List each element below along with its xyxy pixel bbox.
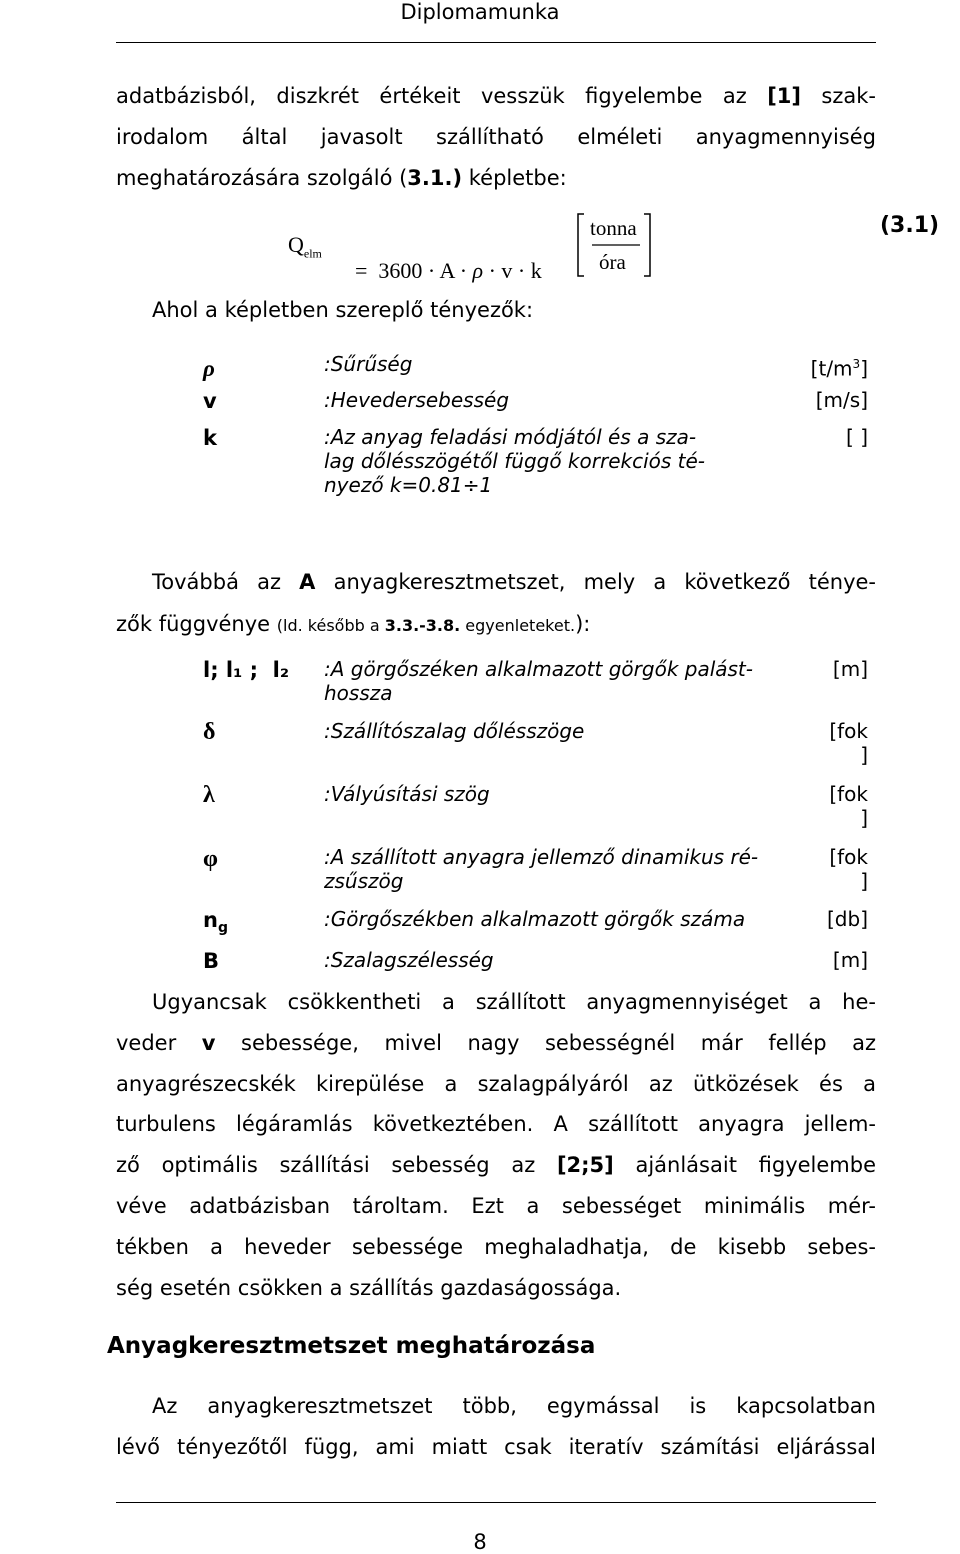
symbol-phi: φ [203,846,218,872]
unit-numerator: tonna [590,216,637,240]
intro-paragraph [116,76,876,199]
further-line-1: Továbbá az A anyagkeresztmetszet, mely a következő ténye- [152,570,876,594]
formula-lhs: $Q_{elm}$ [288,232,322,261]
symbol-rho: ρ [203,356,215,381]
unit-belt-speed: [m/s] [815,388,868,412]
section-paragraph [116,1386,876,1468]
body-line-7: tékben a heveder sebessége meghaladhatja, de kisebb sebes- [116,1234,876,1259]
further-paragraph [116,561,876,647]
reference-2-5: [2;5] [556,1153,614,1178]
unit-density: $[t/m^3]$ [810,356,868,381]
desc-troughing-angle: :Vályúsítási szög [324,782,490,806]
desc-belt-width: :Szalagszélesség [324,948,494,972]
further-line-2: zők függvénye (ld. később a 3.3.-3.8. egyenleteket.): [116,612,591,636]
header-divider [116,42,876,43]
page-header-title: Diplomamunka [400,0,560,24]
intro-line-1: adatbázisból, diszkrét értékeit vesszük figyelembe az [1] szak- [116,84,877,108]
desc-belt-speed: :Hevedersebesség [324,388,510,412]
desc-roller-length: :A görgőszéken alkalmazott görgők palást- hossza [324,657,753,705]
factors-intro: Ahol a képletben szereplő tényezők: [152,298,534,322]
body-line-3: anyagrészecskék kirepülése a szalagpályáról az ütközések és a [116,1071,876,1096]
section-line-1: Az anyagkeresztmetszet több, egymással is kapcsolatban [152,1394,876,1418]
desc-roller-count: :Görgőszékben alkalmazott görgők száma [324,907,746,931]
unit-belt-width: [m] [832,948,868,972]
body-line-8: ség esetén csökken a szállítás gazdaságossága. [116,1275,622,1300]
equation-reference: 3.1.) [407,166,463,190]
body-line-6: véve adatbázisban tároltam. Ezt a sebességet minimális mér- [116,1193,876,1218]
section-heading: Anyagkeresztmetszet meghatározása [107,1333,596,1359]
desc-correction-factor: :Az anyag feladási módjától és a sza- lag dőlésszögétől függő korrekciós té- nyező k=0.81÷1 [324,425,706,497]
desc-inclination-angle: :Szállítószalag dőlésszöge [324,719,585,743]
unit-troughing-angle: [fok ] [829,782,868,830]
unit-roller-count: [db] [827,907,868,931]
footer-divider [116,1502,876,1503]
page-number: 8 [473,1530,487,1554]
desc-dynamic-slope-angle: :A szállított anyagra jellemző dinamikus ré- zsűszög [324,845,759,893]
section-line-2: lévő tényezőtől függ, ami miatt csak iteratív számítási eljárással [116,1435,876,1459]
reference-1: [1] [767,84,802,108]
formula-rhs: = 3600 · A · ρ · v · k [355,258,542,283]
unit-correction-factor: [ ] [846,425,868,449]
body-paragraph [116,982,876,1308]
symbol-lambda: λ [203,782,215,808]
symbol-B: B [203,949,220,973]
unit-inclination-angle: [fok ] [829,719,868,767]
symbol-k: k [203,426,217,450]
body-line-1: Ugyancsak csökkentheti a szállított anyagmennyiséget a he- [152,990,876,1014]
symbol-roller-lengths: l; l₁ ; l₂ [203,658,290,682]
body-line-2: veder v sebessége, mivel nagy sebességnél már fellép az [116,1030,876,1055]
symbol-v: v [203,389,217,413]
symbol-delta: δ [203,719,216,745]
unit-roller-length: [m] [832,657,868,681]
unit-dynamic-slope-angle: [fok ] [829,845,868,893]
body-line-4: turbulens légáramlás következtében. A szállított anyagra jellem- [116,1112,876,1137]
symbol-ng: $n_g$ [203,908,228,937]
intro-line-2: irodalom által javasolt szállítható elméleti anyagmennyiség [116,125,876,149]
equation-number: (3.1) [880,213,940,238]
desc-density: :Sűrűség [324,352,413,376]
intro-line-3: meghatározására szolgáló (3.1.) képletbe: [116,166,567,190]
body-line-5: ző optimális szállítási sebesség az [2;5] ajánlásait figyelembe [116,1153,877,1178]
unit-denominator: óra [599,250,626,274]
